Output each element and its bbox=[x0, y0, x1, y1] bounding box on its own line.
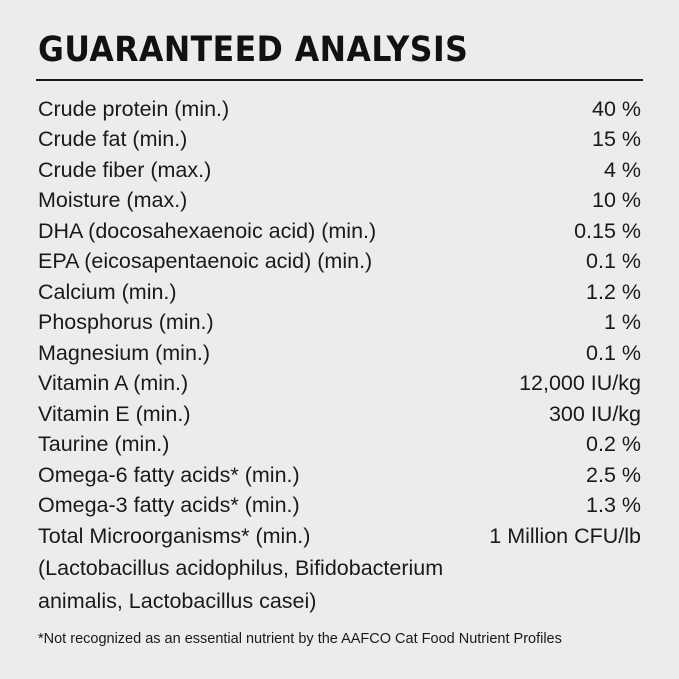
nutrient-value: 300 IU/kg bbox=[548, 401, 641, 426]
nutrient-value: 2.5 % bbox=[586, 462, 641, 487]
page-title: GUARANTEED ANALYSIS bbox=[38, 30, 469, 70]
nutrient-table bbox=[36, 94, 643, 552]
nutrient-label: Taurine (min.) bbox=[38, 432, 170, 457]
nutrient-value: 1.2 % bbox=[586, 279, 641, 304]
nutrient-value: 1.3 % bbox=[586, 493, 641, 518]
nutrient-value: 10 % bbox=[591, 188, 641, 213]
nutrient-label: Calcium (min.) bbox=[38, 279, 177, 304]
microorganism-strains-line-2: animalis, Lactobacillus casei) bbox=[38, 588, 317, 613]
nutrient-value: 40 % bbox=[591, 96, 641, 121]
nutrient-label: Crude fat (min.) bbox=[38, 127, 188, 152]
nutrient-label: EPA (eicosapentaenoic acid) (min.) bbox=[38, 249, 373, 274]
table-row bbox=[36, 460, 643, 491]
table-row bbox=[36, 94, 643, 125]
nutrient-label: Omega-6 fatty acids* (min.) bbox=[38, 462, 300, 487]
microorganism-strains-line-1: (Lactobacillus acidophilus, Bifidobacterium bbox=[38, 556, 444, 581]
nutrient-label: Omega-3 fatty acids* (min.) bbox=[38, 493, 300, 518]
table-row bbox=[36, 521, 643, 552]
table-row bbox=[36, 490, 643, 521]
nutrient-label: Crude fiber (max.) bbox=[38, 157, 212, 182]
table-row bbox=[36, 307, 643, 338]
nutrient-value: 0.1 % bbox=[586, 249, 641, 274]
nutrient-value: 1 % bbox=[603, 310, 641, 335]
nutrient-label: Moisture (max.) bbox=[38, 188, 188, 213]
table-row bbox=[36, 185, 643, 216]
table-row bbox=[36, 368, 643, 399]
nutrient-label: Vitamin A (min.) bbox=[38, 371, 189, 396]
nutrient-value: 15 % bbox=[591, 127, 641, 152]
table-row bbox=[36, 155, 643, 186]
nutrient-label: Crude protein (min.) bbox=[38, 96, 230, 121]
table-row bbox=[36, 338, 643, 369]
nutrient-value: 0.1 % bbox=[586, 340, 641, 365]
nutrient-value: 0.15 % bbox=[574, 218, 641, 243]
nutrient-value: 12,000 IU/kg bbox=[519, 371, 641, 396]
table-row bbox=[36, 429, 643, 460]
nutrient-label: DHA (docosahexaenoic acid) (min.) bbox=[38, 218, 377, 243]
nutrient-label: Total Microorganisms* (min.) bbox=[38, 523, 311, 548]
nutrient-label: Phosphorus (min.) bbox=[38, 310, 214, 335]
nutrient-value: 4 % bbox=[603, 157, 641, 182]
title-divider bbox=[36, 79, 643, 81]
nutrient-label: Vitamin E (min.) bbox=[38, 401, 191, 426]
nutrient-value: 1 Million CFU/lb bbox=[489, 523, 641, 548]
table-row bbox=[36, 124, 643, 155]
table-row bbox=[36, 399, 643, 430]
table-row bbox=[36, 277, 643, 308]
nutrient-label: Magnesium (min.) bbox=[38, 340, 211, 365]
table-row bbox=[36, 216, 643, 247]
table-row bbox=[36, 246, 643, 277]
nutrient-value: 0.2 % bbox=[586, 432, 641, 457]
footnote: *Not recognized as an essential nutrient by the AAFCO Cat Food Nutrient Profiles bbox=[38, 630, 562, 647]
